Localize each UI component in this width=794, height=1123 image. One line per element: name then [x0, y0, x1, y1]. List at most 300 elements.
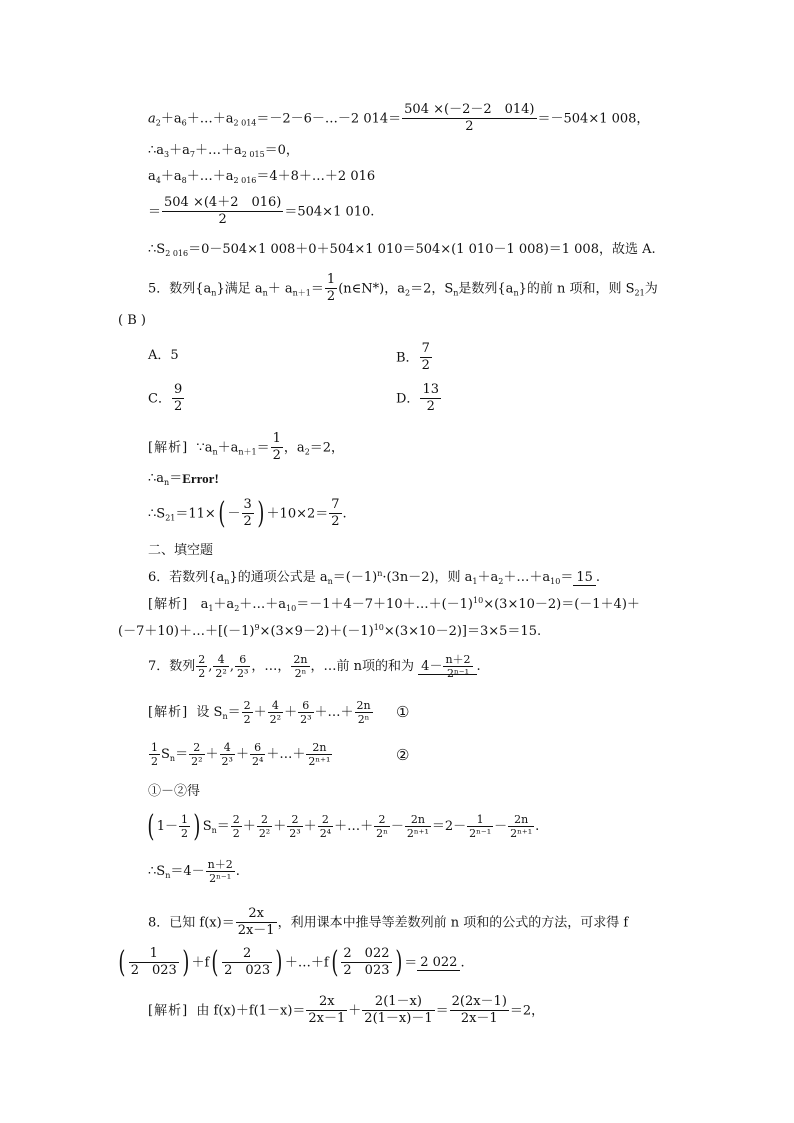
math-text: 9 [172, 382, 184, 399]
math-text: ×(3×10－2)＝(－1＋4)＋ [483, 597, 640, 612]
math-text: . [460, 955, 465, 971]
math-text: a [148, 111, 156, 127]
math-text: C． [148, 391, 171, 407]
math-text: 7 [189, 150, 195, 159]
math-text: 2x [236, 906, 277, 923]
math-text: ∴S [148, 506, 166, 522]
math-text: ( [218, 495, 226, 531]
math-text: 2³ [221, 755, 233, 769]
math-text: 5．数列{a [148, 281, 212, 297]
math-text: 2 [243, 699, 251, 712]
math-text: 2 [426, 399, 435, 415]
math-text: 13 [420, 382, 441, 399]
math-text: 2n [508, 813, 534, 827]
math-text: 2² [191, 755, 203, 769]
fraction [189, 741, 204, 768]
math-text: ( [211, 944, 219, 980]
math-text: D． [396, 391, 420, 407]
math-text: ＋…＋a [239, 597, 287, 612]
math-text: ∴S [148, 864, 166, 880]
math-text: n＋2 [207, 858, 233, 871]
math-text: ＝2， [509, 1003, 545, 1019]
math-text: ＋…＋ [266, 747, 306, 763]
math-text: 2 [498, 577, 504, 586]
math-text: 1 [472, 577, 478, 586]
math-text: ＋ [205, 747, 219, 763]
math-text: ，…， [251, 659, 291, 675]
solution-line [148, 170, 375, 185]
math-text: 2ⁿ⁻¹ [209, 872, 232, 886]
fraction [196, 653, 207, 680]
fraction [362, 994, 434, 1028]
math-text: 2ⁿ⁺¹ [510, 827, 533, 841]
math-text: 2ⁿ⁺¹ [406, 827, 429, 841]
fraction [242, 699, 253, 726]
math-text: n＋2 [445, 653, 471, 666]
math-text: n [224, 577, 230, 586]
math-text: 2³ [236, 667, 249, 681]
math-text: 2n [306, 741, 332, 755]
math-text: － [494, 819, 508, 835]
math-text: 设 S [196, 705, 223, 721]
math-text: 2 [232, 813, 240, 826]
analysis-tag: [解析] [148, 597, 189, 612]
math-text: 2x [306, 994, 347, 1011]
math-text: ·(3n－2)，则 a [382, 570, 473, 585]
math-text: ＋f [191, 955, 210, 971]
math-text: 1 [467, 813, 493, 827]
math-text: ＝ [435, 1003, 449, 1019]
fraction [420, 382, 441, 416]
math-text: ) [193, 808, 201, 844]
math-text: 2 [173, 399, 183, 415]
equation-mark-1: ① [396, 703, 410, 721]
math-text: ＝ [169, 471, 183, 486]
fraction [257, 813, 272, 840]
math-text: 2⁴ [319, 827, 332, 841]
math-text: n [211, 288, 217, 298]
math-text: ＋ [284, 705, 298, 721]
math-text: ＋…＋f [284, 955, 329, 971]
math-text: 4 [220, 741, 235, 755]
math-text: ＋ [348, 1003, 362, 1019]
math-text: 1 [208, 604, 214, 613]
math-text: n [165, 871, 171, 881]
math-text: 2 [421, 358, 430, 374]
math-text: 2 [189, 741, 204, 755]
math-text: ×(3×9－2)＋(－1) [259, 624, 374, 639]
math-text: － [227, 506, 241, 522]
math-text: ＝ [404, 955, 418, 971]
math-text: 2n [405, 813, 431, 827]
math-text: ＋ a [267, 281, 293, 297]
analysis-line: ①－②得 [148, 784, 201, 799]
math-text: ∴a [148, 471, 165, 486]
answer-blank [418, 653, 476, 681]
math-text: 7 [420, 341, 432, 358]
math-text: ，利用课本中推导等差数列前 n 项和的公式的方法，可求得 f [277, 915, 629, 931]
math-text: 7 [329, 497, 341, 514]
math-text: (n∈N*)，a [338, 281, 405, 297]
math-text: ∴a [148, 143, 165, 158]
math-text: ＝2－ [431, 819, 467, 835]
math-text: 6 [235, 653, 250, 667]
math-text: 21 [165, 513, 176, 523]
answer-blank: 2 022 [417, 955, 460, 971]
fraction [271, 431, 283, 465]
fraction [443, 653, 472, 680]
math-text: a [148, 169, 156, 184]
math-text: ＝－504×1 008， [537, 111, 650, 127]
math-text: 504 ×(－2－2 014) [402, 102, 536, 119]
math-text: ＝－2－6－…－2 014＝ [256, 111, 402, 127]
math-text: 2 023 [130, 963, 177, 979]
math-text: ＝ [310, 281, 324, 297]
math-text: ( [331, 944, 339, 980]
math-text: ＋a [477, 570, 499, 585]
question-8 [148, 906, 628, 940]
fraction [231, 813, 242, 840]
math-text: 4－ [421, 659, 443, 675]
math-text: n [377, 569, 383, 578]
math-text: ，…前 n项的和为 [310, 659, 415, 675]
math-text: 2 [243, 514, 252, 530]
math-text: 2ⁿ⁻¹ [447, 667, 469, 681]
fraction [179, 813, 190, 840]
math-text: ＝ [175, 747, 189, 763]
math-text: 6 [181, 118, 187, 128]
math-text: ( [118, 944, 126, 980]
math-text: 2 [465, 119, 474, 135]
analysis-line [148, 858, 240, 885]
fraction [325, 272, 337, 306]
math-text: 9 [254, 623, 260, 632]
math-text: n [513, 288, 519, 298]
equation-mark-2: ② [396, 746, 410, 764]
math-text: ) [275, 944, 283, 980]
math-text: ＋…＋ [314, 705, 354, 721]
math-text: ＋ [253, 705, 267, 721]
math-text: 2 023 [343, 963, 390, 979]
math-text: ＋ [242, 819, 256, 835]
math-text: ＋…＋a [186, 111, 234, 127]
fraction [287, 813, 302, 840]
math-text: 1 [271, 431, 283, 448]
math-text: 3 [164, 150, 170, 159]
math-text: 2x－1 [308, 1011, 346, 1027]
error-text: Error! [182, 471, 219, 486]
question-6 [148, 570, 600, 586]
fraction [329, 497, 341, 531]
math-text: 2 [234, 604, 240, 613]
math-text: ＋a [160, 111, 182, 127]
math-text: n [212, 447, 218, 457]
fraction [450, 994, 509, 1028]
math-text: ) [394, 944, 402, 980]
math-text: 2 [218, 212, 227, 228]
question-5 [148, 272, 658, 306]
math-text: n [164, 478, 170, 487]
fraction [306, 741, 332, 768]
question-8-continued [116, 946, 465, 980]
math-text: . [535, 819, 540, 835]
fraction [149, 741, 160, 768]
answer-blank: 15 [573, 570, 596, 586]
math-text: 2 [257, 813, 272, 827]
math-text: n [327, 577, 333, 586]
math-text: 为 [644, 281, 658, 297]
math-text: ＝ [216, 819, 230, 835]
math-text: 2x－1 [460, 1011, 498, 1027]
math-text: ＋…＋ [334, 819, 374, 835]
math-text: ＝(－1) [332, 570, 378, 585]
math-text: ＝ [560, 570, 574, 585]
math-text: ＝2， [309, 440, 345, 456]
math-text: ＋ [303, 819, 317, 835]
math-text: }的通项公式是 a [229, 570, 328, 585]
math-text: 2n [293, 653, 308, 666]
math-text: ＝ [227, 705, 241, 721]
math-text: ＋…＋a [186, 169, 234, 184]
section-heading: 二、填空题 [148, 543, 214, 558]
math-text: 2 [198, 667, 206, 681]
analysis-tag: [解析] [148, 1003, 189, 1019]
math-text: 2n [356, 699, 371, 712]
fraction [298, 699, 313, 726]
math-text: 6．若数列{a [148, 570, 225, 585]
math-text: 2(1－x) [362, 994, 434, 1011]
analysis-line [148, 472, 219, 487]
math-text: 2 [287, 813, 302, 827]
math-text: ＝0， [264, 143, 299, 158]
math-text: ＋ [235, 747, 249, 763]
math-text: ∴S [148, 242, 166, 257]
math-text: 1 [325, 272, 337, 289]
math-text: n [262, 288, 268, 298]
fraction [291, 653, 309, 680]
math-text: ，a [283, 440, 305, 456]
math-text: ) [182, 944, 190, 980]
fraction [235, 653, 250, 680]
math-text: ＝0－504×1 008＋0＋504×1 010＝504×(1 010－1 008)＝1 008，故选 A. [188, 242, 656, 257]
math-text: 4 [213, 653, 228, 667]
math-text: 2 [331, 514, 340, 530]
math-text: ×(3×10－2)]＝3×5＝15. [383, 624, 542, 639]
math-text: 3 [242, 497, 254, 514]
fraction [420, 341, 432, 375]
fraction [341, 946, 391, 980]
math-text: 2 022 [341, 946, 391, 963]
math-text: ＝4－ [170, 864, 205, 880]
math-text: ＝504×1 010. [284, 204, 375, 220]
fraction [268, 699, 283, 726]
fraction [242, 497, 254, 531]
math-text: 2 [304, 447, 310, 457]
math-text: 2 [151, 755, 158, 769]
math-text: ＝2，S [410, 281, 454, 297]
math-text: S [161, 747, 170, 763]
math-text: ＝－1＋4－7＋10＋…＋(－1) [296, 597, 474, 612]
math-text: － [390, 819, 404, 835]
math-text: 8．已知 f(x)＝ [148, 915, 235, 931]
analysis-line [145, 808, 540, 844]
analysis-tag: [解析] [148, 705, 189, 721]
math-text: ＋a [160, 169, 182, 184]
fraction [162, 195, 283, 229]
math-text: 2 [374, 813, 390, 827]
math-text: ＝ [148, 204, 162, 220]
fraction [355, 699, 373, 726]
math-text: ＝4＋8＋…＋2 016 [256, 169, 376, 184]
analysis-line [148, 741, 333, 768]
math-text: 504 ×(4＋2 016) [162, 195, 283, 212]
fraction [213, 653, 228, 680]
math-text: n [169, 754, 176, 764]
math-text: 10 [373, 623, 384, 632]
math-text: . [235, 864, 240, 880]
math-text: 2 015 [241, 150, 265, 159]
analysis-line [148, 597, 640, 613]
fraction [250, 741, 265, 768]
math-text: 2x－1 [237, 923, 275, 939]
analysis-line [148, 699, 374, 726]
math-text: 2 014 [233, 118, 257, 128]
math-text: }的前 n 项和，则 S [518, 281, 635, 297]
math-text: 2(2x－1) [450, 994, 509, 1011]
math-text: ) [257, 495, 265, 531]
analysis-line [148, 497, 347, 531]
math-text: 2² [269, 713, 282, 727]
math-text: 7．数列 [148, 659, 196, 675]
math-text: 2³ [300, 713, 312, 727]
math-text: 2 [326, 289, 336, 305]
question-7: 7．数列 $\frac{2}{2}$ , $\frac{4}{\text{2²}}$ , $\frac{6}{\text{2³}}$ ，…， $\frac{2n}{\text{2ⁿ}}$ ，…前 n项的和为 4－ $\frac{n+2}{\text{2ⁿ⁻¹}}$ . [148, 653, 481, 681]
math-text: ( [147, 808, 155, 844]
solution-line [148, 144, 299, 159]
math-text: 2 [222, 946, 272, 963]
math-text: . [476, 659, 481, 675]
math-text: ＋…＋a [503, 570, 551, 585]
fraction [220, 741, 235, 768]
math-text: 2 [155, 118, 161, 128]
math-text: ∵a [196, 440, 213, 456]
math-text: n [453, 288, 459, 298]
math-text: n [211, 826, 217, 836]
math-text: n＋1 [292, 288, 311, 298]
question-5-answer: ( B ) [118, 313, 146, 328]
math-text: 2 [243, 713, 251, 727]
math-text: 2 [318, 813, 333, 827]
math-text: 10 [473, 596, 484, 605]
fraction [236, 906, 277, 940]
fraction [405, 813, 431, 840]
math-text: 2(1－x)－1 [364, 1011, 433, 1027]
math-text: 是数列{a [458, 281, 514, 297]
math-text: (－7＋10)＋…＋[(－1) [118, 624, 255, 639]
option-b [396, 341, 433, 375]
math-text: 21 [634, 288, 645, 298]
math-text: B． [396, 350, 419, 366]
math-text: 10 [286, 604, 297, 613]
math-text: 1－ [156, 819, 178, 835]
math-text: a [200, 597, 209, 612]
analysis-tag: [解析] [148, 440, 189, 456]
math-text: 2 [272, 448, 281, 464]
math-text: ＋…＋a [194, 143, 242, 158]
option-c [148, 382, 185, 416]
math-text: 2 [198, 653, 206, 666]
math-text: ＋a [169, 143, 190, 158]
math-text: ＋10×2＝ [266, 506, 329, 522]
fraction [374, 813, 390, 840]
solution-line [148, 195, 374, 229]
math-text: n [222, 712, 228, 722]
math-text: 2 [181, 827, 188, 841]
math-text: 2ⁿ [357, 713, 370, 727]
math-text: 2 016 [233, 176, 257, 185]
math-text: 2 016 [165, 249, 189, 258]
math-text: 6 [298, 699, 313, 713]
math-text: n＋1 [238, 447, 257, 457]
math-text: 2 [404, 288, 411, 298]
math-text: 2⁴ [251, 755, 264, 769]
fraction [129, 946, 179, 980]
math-text: ＋a [213, 597, 235, 612]
math-text: }满足 a [216, 281, 263, 297]
math-text: . [595, 570, 601, 585]
math-text: S [202, 819, 212, 835]
option-d [396, 382, 442, 416]
fraction [318, 813, 333, 840]
math-text: 4 [268, 699, 283, 713]
math-text: 1 [181, 813, 188, 826]
analysis-line [118, 624, 541, 638]
math-text: 由 f(x)＋f(1－x)＝ [196, 1003, 306, 1019]
fraction [508, 813, 534, 840]
math-text: 2 [232, 827, 240, 841]
math-text: 2² [258, 827, 271, 841]
math-text: ＝11× [175, 506, 216, 522]
math-text: 1 [129, 946, 179, 963]
fraction [172, 382, 184, 416]
math-text: 2ⁿ⁻¹ [469, 827, 492, 841]
analysis-line [148, 431, 344, 465]
solution-line [148, 243, 656, 258]
fraction [306, 994, 347, 1028]
math-text: 2ⁿ⁺¹ [308, 755, 331, 769]
math-text: ＝ [256, 440, 270, 456]
math-text: 2ⁿ [376, 827, 388, 841]
math-text: 2² [215, 667, 227, 681]
math-text: 2 023 [224, 963, 271, 979]
analysis-line [148, 994, 544, 1028]
option-a: A．5 [148, 348, 179, 363]
math-text: 4 [155, 176, 161, 185]
math-text: 6 [250, 741, 265, 755]
fraction [206, 858, 235, 885]
math-text: 2ⁿ [294, 667, 307, 681]
math-text: 10 [550, 577, 561, 586]
fraction [467, 813, 493, 840]
math-text: ＋ [273, 819, 287, 835]
math-text: . [342, 506, 347, 522]
math-text: 2³ [289, 827, 301, 841]
solution-line [148, 102, 649, 136]
math-text: 8 [181, 176, 187, 185]
math-text: ＋a [217, 440, 239, 456]
fraction [222, 946, 272, 980]
math-text: 1 [151, 741, 158, 754]
